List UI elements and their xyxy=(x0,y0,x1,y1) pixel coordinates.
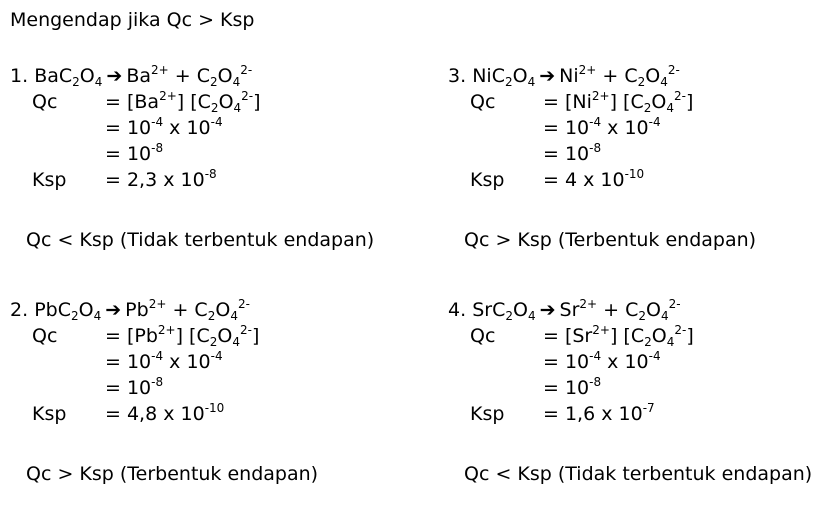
reactant-formula: $NiC_2O_4$ xyxy=(472,65,536,89)
conclusion: Qc < Ksp (Tidak terbentuk endapan) xyxy=(26,229,375,251)
qc-result-line xyxy=(10,140,410,168)
conclusion: Qc > Ksp (Terbentuk endapan) xyxy=(26,463,319,485)
reaction-line: 4. $SrC_2O_4$ ➔ $Sr^{2+} + C_2O_4^{2-}$ xyxy=(448,297,681,323)
product-anion: $C_2O_4^{2-}$ xyxy=(196,63,253,89)
qc-substitution: = $10^{-4}$ x $10^{-4}$ xyxy=(105,349,223,373)
ksp-value: = 2,3 x $10^{-8}$ xyxy=(105,167,217,191)
ksp-label: Ksp xyxy=(32,169,67,191)
qc-result: = $10^{-8}$ xyxy=(543,141,602,165)
qc-label: Qc xyxy=(470,91,496,113)
qc-result-line xyxy=(10,374,410,402)
page-heading: Mengendap jika Qc > Ksp xyxy=(10,9,255,31)
ksp-line xyxy=(10,400,410,428)
product-cation: $Sr^{2+}$ xyxy=(559,297,598,321)
qc-result-line xyxy=(448,374,828,402)
reactant-formula: $PbC_2O_4$ xyxy=(34,299,102,323)
qc-substitution-line xyxy=(10,114,410,142)
qc-result: = $10^{-8}$ xyxy=(543,375,602,399)
problem-number: 2. xyxy=(10,299,29,321)
qc-label: Qc xyxy=(32,91,58,113)
qc-substitution-line xyxy=(448,114,828,142)
ksp-label: Ksp xyxy=(470,169,505,191)
reactant-formula: $SrC_2O_4$ xyxy=(472,299,536,323)
ksp-label: Ksp xyxy=(470,403,505,425)
qc-expression-line xyxy=(448,322,828,350)
product-cation: $Ni^{2+}$ xyxy=(559,63,597,87)
qc-result: = $10^{-8}$ xyxy=(105,141,164,165)
qc-substitution: = $10^{-4}$ x $10^{-4}$ xyxy=(543,349,661,373)
qc-substitution: = $10^{-4}$ x $10^{-4}$ xyxy=(105,115,223,139)
qc-substitution-line xyxy=(10,348,410,376)
qc-expression-line xyxy=(448,88,828,116)
qc-label: Qc xyxy=(32,325,58,347)
ksp-value: = 4 x $10^{-10}$ xyxy=(543,167,645,191)
qc-expression: = $[Pb^{2+}]$ $[C_2O_4^{2-}]$ xyxy=(105,323,260,349)
ksp-line xyxy=(448,400,828,428)
reactant-formula: $BaC_2O_4$ xyxy=(34,65,103,89)
qc-expression-line xyxy=(10,88,410,116)
ksp-line xyxy=(10,166,410,194)
product-anion: $C_2O_4^{2-}$ xyxy=(194,297,250,323)
reaction-line: 2. $PbC_2O_4$ ➔ $Pb^{2+} + C_2O_4^{2-}$ xyxy=(10,297,250,323)
reaction-arrow-icon: ➔ xyxy=(539,299,556,321)
reaction-arrow-icon: ➔ xyxy=(539,65,556,87)
reaction-line: 1. $BaC_2O_4$ ➔ $Ba^{2+} + C_2O_4^{2-}$ xyxy=(10,63,253,89)
problem-number: 1. xyxy=(10,65,29,87)
product-anion: $C_2O_4^{2-}$ xyxy=(624,63,680,89)
qc-expression-line xyxy=(10,322,410,350)
product-cation: $Pb^{2+}$ xyxy=(125,297,167,321)
conclusion: Qc > Ksp (Terbentuk endapan) xyxy=(464,229,757,251)
problem-number: 4. xyxy=(448,299,467,321)
product-anion: $C_2O_4^{2-}$ xyxy=(625,297,681,323)
reaction-line: 3. $NiC_2O_4$ ➔ $Ni^{2+} + C_2O_4^{2-}$ xyxy=(448,63,680,89)
qc-label: Qc xyxy=(470,325,496,347)
product-cation: $Ba^{2+}$ xyxy=(126,63,169,87)
ksp-line xyxy=(448,166,828,194)
ksp-label: Ksp xyxy=(32,403,67,425)
reaction-arrow-icon: ➔ xyxy=(105,299,122,321)
qc-expression: = $[Sr^{2+}]$ $[C_2O_4^{2-}]$ xyxy=(543,323,694,349)
ksp-value: = 4,8 x $10^{-10}$ xyxy=(105,401,225,425)
reaction-arrow-icon: ➔ xyxy=(106,65,123,87)
qc-result-line xyxy=(448,140,828,168)
ksp-value: = 1,6 x $10^{-7}$ xyxy=(543,401,655,425)
qc-substitution-line xyxy=(448,348,828,376)
conclusion: Qc < Ksp (Tidak terbentuk endapan) xyxy=(464,463,813,485)
problem-number: 3. xyxy=(448,65,467,87)
qc-result: = $10^{-8}$ xyxy=(105,375,164,399)
qc-expression: = $[Ni^{2+}]$ $[C_2O_4^{2-}]$ xyxy=(543,89,694,115)
qc-expression: = $[Ba^{2+}]$ $[C_2O_4^{2-}]$ xyxy=(105,89,261,115)
qc-substitution: = $10^{-4}$ x $10^{-4}$ xyxy=(543,115,661,139)
